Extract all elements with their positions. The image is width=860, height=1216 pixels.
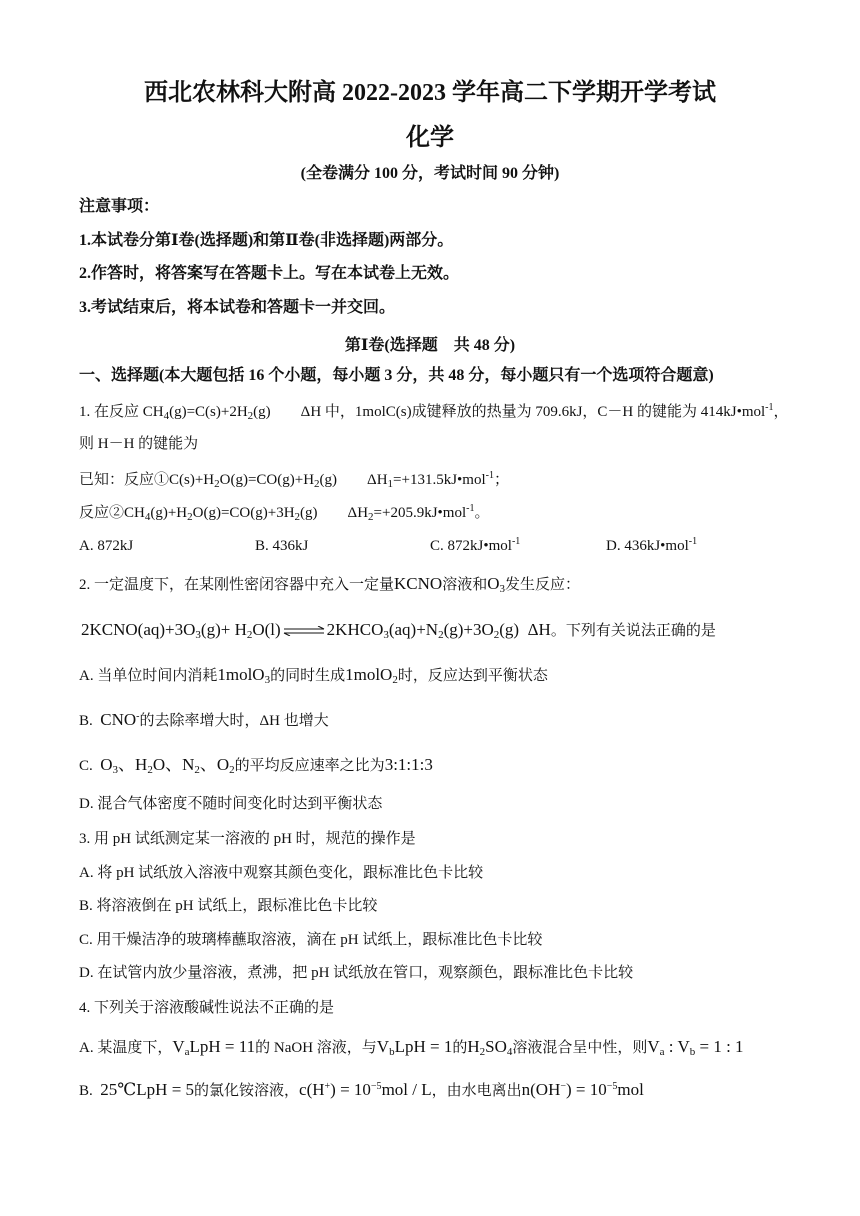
q4-stem: 4. 下列关于溶液酸碱性说法不正确的是 — [79, 1000, 335, 1016]
q3-option-c: C. 用干燥洁净的玻璃棒蘸取溶液，滴在 pH 试纸上，跟标准比色卡比较 — [79, 932, 543, 948]
q2-option-d: D. 混合气体密度不随时间变化时达到平衡状态 — [79, 796, 383, 812]
note-item-3: 3.考试结束后，将本试卷和答题卡一并交回。 — [79, 299, 396, 316]
q1-option-d: D. 436kJ•mol$^{-1}$ — [606, 536, 698, 554]
q1-stem: 1. 在反应 $CH_4(g)=C(s)+2H_2(g)$ ΔH 中，1molC(s)成键释放的热量为 709.6kJ，C－H 的键能为 414kJ•mol$^{-1}$， — [79, 402, 789, 422]
equilibrium-arrow-icon — [283, 626, 325, 636]
q1-known-reaction-1: 已知：反应$①C(s)+H_2O(g)=CO(g)+H_2(g)$ $\Delta H_1=+131.5kJ•mol^{-1}$； — [79, 470, 509, 490]
q3-stem: 3. 用 pH 试纸测定某一溶液的 pH 时，规范的操作是 — [79, 831, 416, 847]
note-item-2: 2.作答时，将答案写在答题卡上。写在本试卷上无效。 — [79, 265, 460, 282]
q1-stem-2: 则 H－H 的键能为 — [79, 436, 199, 452]
q4-option-b: B. 25℃LpH = 5的氯化铵溶液，$c(H^+) = 10^{-5}mol / L$，由水电离出$n(OH^-) = 10^{-5}mol$ — [79, 1080, 644, 1099]
q2-option-a: A. 当单位时间内消耗1molO$_3$的同时生成1molO$_2$时，反应达到平衡状态 — [79, 665, 548, 686]
q2-option-c: C. $O_3$、$H_2O$、$N_2$、$O_2$的平均反应速率之比为3:1:1:3 — [79, 755, 433, 776]
q2-stem: 2. 一定温度下，在某刚性密闭容器中充入一定量KCNO溶液和$O_3$发生反应： — [79, 574, 580, 595]
exam-title: 西北农林科大附高 2022-2023 学年高二下学期开学考试 — [144, 80, 716, 106]
q1-option-a: A. 872kJ — [79, 538, 134, 554]
q1-option-b: B. 436kJ — [255, 538, 309, 554]
q1-known-reaction-2: 反应$②CH_4(g)+H_2O(g)=CO(g)+3H_2(g)$ $\Delta H_2=+205.9kJ•mol^{-1}$。 — [79, 503, 490, 523]
q3-option-b: B. 将溶液倒在 pH 试纸上，跟标准比色卡比较 — [79, 898, 378, 914]
exam-info: (全卷满分 100 分，考试时间 90 分钟) — [300, 165, 560, 182]
section-title: 第Ⅰ卷(选择题 共 48 分) — [344, 337, 516, 354]
q1-option-c: C. 872kJ•mol$^{-1}$ — [430, 536, 521, 554]
q4-option-a: A. 某温度下，$V_aLpH = 11$的 NaOH 溶液，与$V_bLpH = 1$的$H_2SO_4$溶液混合呈中性，则$V_a$ : $V_b = 1$ : 1 — [79, 1037, 744, 1058]
note-item-1: 1.本试卷分第Ⅰ卷(选择题)和第Ⅱ卷(非选择题)两部分。 — [79, 232, 454, 249]
exam-subject: 化学 — [406, 125, 454, 151]
q2-equation: $2KCNO(aq)+3O_3(g)+ H_2O(l)$ $2KHCO_3(aq)+N_2(g)+3O_2(g)$ ΔH。下列有关说法正确的是 — [81, 620, 716, 641]
notes-heading: 注意事项： — [79, 198, 160, 215]
q3-option-a: A. 将 pH 试纸放入溶液中观察其颜色变化，跟标准比色卡比较 — [79, 865, 484, 881]
q3-option-d: D. 在试管内放少量溶液，煮沸，把 pH 试纸放在管口，观察颜色，跟标准比色卡比较 — [79, 965, 634, 981]
q2-option-b: B. CNO-的去除率增大时，ΔH 也增大 — [79, 710, 329, 729]
section-heading: 一、选择题(本大题包括 16 个小题，每小题 3 分，共 48 分，每小题只有一个选项符合题意) — [79, 367, 714, 384]
